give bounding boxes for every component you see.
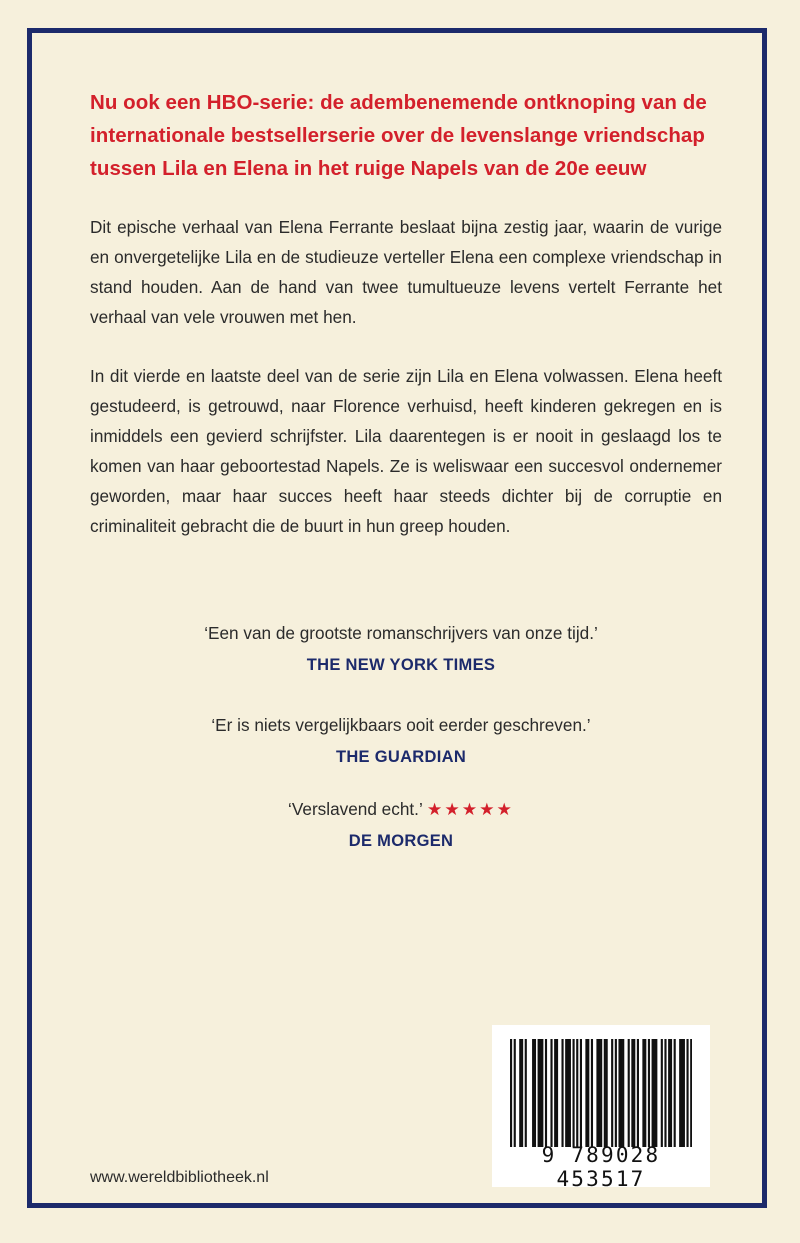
- barcode-bar: [541, 1039, 543, 1147]
- barcode-bar: [510, 1039, 512, 1147]
- tagline: Nu ook een HBO-serie: de adembenemende ontknoping van de internationale bestsellerserie over de levenslange vriendschap tussen Lila en Elena in het ruige Napels van de 20e eeuw: [90, 91, 707, 180]
- review-quote-1: ‘Een van de grootste romanschrijvers van onze tijd.’: [204, 623, 598, 643]
- barcode-bar: [545, 1039, 547, 1147]
- barcode-bar: [569, 1039, 571, 1147]
- barcode-bar: [576, 1039, 578, 1147]
- barcode-bar: [644, 1039, 646, 1147]
- barcode-bar: [521, 1039, 523, 1147]
- barcode-bar: [618, 1039, 620, 1147]
- barcode-bar: [642, 1039, 644, 1147]
- barcode-bar: [648, 1039, 650, 1147]
- barcode-bar: [655, 1039, 657, 1147]
- barcode-bar: [538, 1039, 540, 1147]
- barcode-bar: [514, 1039, 516, 1147]
- barcode-bar: [550, 1039, 552, 1147]
- review-source-3: DE MORGEN: [348, 832, 454, 850]
- star-rating: ★★★★★: [426, 799, 514, 819]
- barcode-bar: [674, 1039, 676, 1147]
- barcode-bar: [585, 1039, 587, 1147]
- barcode-bar: [653, 1039, 655, 1147]
- barcode-bar: [631, 1039, 633, 1147]
- barcode-bar: [668, 1039, 670, 1147]
- barcode-bar: [686, 1039, 688, 1147]
- barcode-bar: [573, 1039, 575, 1147]
- barcode-bar: [633, 1039, 635, 1147]
- barcode-bar: [596, 1039, 598, 1147]
- barcode-bar: [604, 1039, 606, 1147]
- barcode-bar: [664, 1039, 666, 1147]
- barcode-bar: [690, 1039, 692, 1147]
- barcode-bar: [670, 1039, 672, 1147]
- review-quote-2: ‘Er is niets vergelijkbaars ooit eerder geschreven.’: [211, 715, 591, 735]
- barcode-bar: [519, 1039, 521, 1147]
- barcode-bar: [679, 1039, 681, 1147]
- barcode-bar: [637, 1039, 639, 1147]
- barcode-bar: [525, 1039, 527, 1147]
- barcode-bar: [600, 1039, 602, 1147]
- barcode-bar: [561, 1039, 563, 1147]
- barcode-bar: [652, 1039, 654, 1147]
- barcode-bar: [567, 1039, 569, 1147]
- barcode-bars: [510, 1039, 692, 1147]
- review-quote-3-line: [90, 794, 712, 824]
- barcode-bar: [587, 1039, 589, 1147]
- website-url: www.wereldbibliotheek.nl: [90, 1169, 269, 1186]
- barcode-bar: [615, 1039, 617, 1147]
- barcode-bar: [565, 1039, 567, 1147]
- barcode-bar: [622, 1039, 624, 1147]
- isbn-number: 9 789028 453517: [541, 1143, 661, 1191]
- description-paragraph-2: In dit vierde en laatste deel van de serie zijn Lila en Elena volwassen. Elena heeft gestudeerd, is getrouwd, naar Florence verhuisd, heeft kinderen gekregen en is inmiddels een gevierd schrijfster. Lila daarentegen is er nooit in geslaagd los te komen van haar geboortestad Napels. Ze is weliswaar een succesvol ondernemer geworden, maar haar succes heeft haar steeds dichter bij de corruptie en criminaliteit gebracht die de buurt in hun greep houden.: [90, 366, 722, 536]
- review-quote-3: ‘Verslavend echt.’: [288, 799, 423, 819]
- barcode-bar: [532, 1039, 534, 1147]
- barcode-bar: [611, 1039, 613, 1147]
- barcode-bar: [598, 1039, 600, 1147]
- barcode-bar: [681, 1039, 683, 1147]
- barcode-bar: [606, 1039, 608, 1147]
- barcode-bar: [554, 1039, 556, 1147]
- barcode-bar: [534, 1039, 536, 1147]
- barcode-bar: [580, 1039, 582, 1147]
- review-source-1: THE NEW YORK TIMES: [306, 656, 496, 674]
- barcode-bar: [591, 1039, 593, 1147]
- description-paragraph-1: Dit epische verhaal van Elena Ferrante beslaat bijna zestig jaar, waarin de vurige en onvergetelijke Lila en de studieuze verteller Elena een complexe vriendschap in stand houden. Aan de hand van twee tumultueuze levens vertelt Ferrante het verhaal van vele vrouwen met hen.: [90, 217, 722, 327]
- barcode-bar: [556, 1039, 558, 1147]
- barcode: [492, 1025, 710, 1191]
- barcode-bar: [539, 1039, 541, 1147]
- review-source-2: THE GUARDIAN: [335, 748, 467, 766]
- barcode-bar: [661, 1039, 663, 1147]
- barcode-bar: [683, 1039, 685, 1147]
- barcode-bar: [620, 1039, 622, 1147]
- barcode-bar: [628, 1039, 630, 1147]
